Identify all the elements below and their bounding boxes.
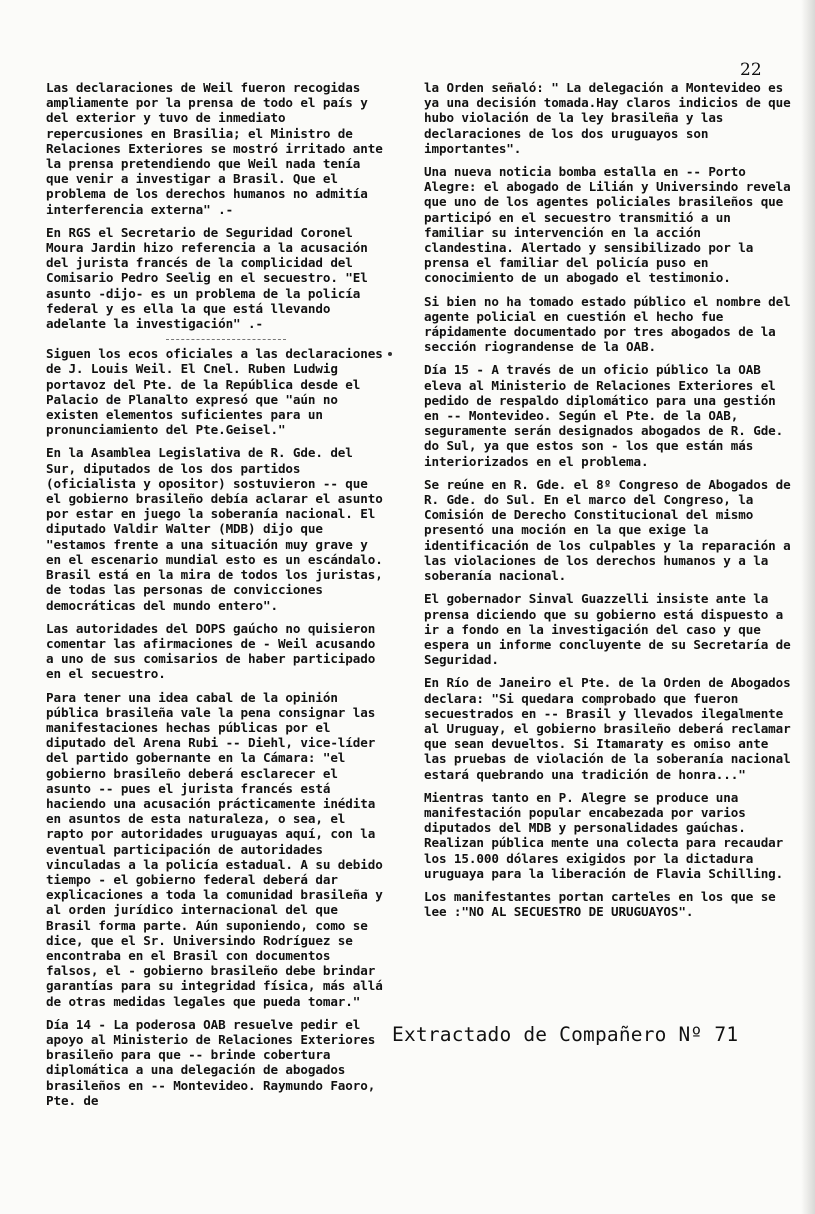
paragraph-public-opinion: Para tener una idea cabal de la opinión pública brasileña vale la pena consignar las manifestaciones hechas públicas por el diputado del Arena Rubi -- Diehl, vice-líder del partido gobernante en la Cámara: "el gobierno brasileño deberá esclarecer el asunto -- pues el jurista francés está haciendo una acusación prácticamente inédita en asuntos de esta naturaleza, o sea, el rapto por autoridades uruguayas aquí, con la eventual participación de autoridades vinculadas a la policía estadual. A su debido tiempo - el gobierno federal deberá dar explicaciones a toda la comunidad brasileña y al orden jurídico internacional del que Brasil forma parte. Aún suponiendo, como se dice, que el Sr. Universindo Rodríguez se encontraba en el Brasil con documentos falsos, el - gobierno brasileño debe brindar garantías para su integridad física, más allá de otras medidas legales que pueda tomar." [46,689,383,1009]
paragraph-legislative-assembly: En la Asamblea Legislativa de R. Gde. del Sur, diputados de los dos partidos (oficialista y opositor) sostuvieron -- que el gobierno brasileño debía aclarar el asunto por estar en juego la soberanía nacional. El diputado Valdir Walter (MDB) dijo que "estamos frente a una situación muy grave y en el escenario mundial esto es un escándalo. Brasil está en la mira de todos los juristas, de todas las personas de convicciones democráticas del mundo entero". [46,445,383,613]
separator-line [166,339,286,340]
page-edge-shadow [801,0,815,1214]
paragraph-demonstration: Mientras tanto en P. Alegre se produce una manifestación popular encabezada por varios diputados del MDB y personalidades gaúchas. Realizan pública mente una colecta para recaudar los 15.000 dólares exigidos por la dictadura uruguaya para la liberación de Flavia Schilling. [424,789,784,881]
paragraph-dops-authorities: Las autoridades del DOPS gaúcho no quisieron comentar las afirmaciones de - Weil acusando a uno de sus comisarios de haber participado en el secuestro. [46,620,376,682]
right-column [424,80,794,927]
paragraph-official-echoes: Siguen los ecos oficiales a las declaraciones de J. Louis Weil. El Cnel. Ruben Ludwig portavoz del Pte. de la República desde el Palacio de Planalto expresó que "aún no existen elementos suficientes para un pronunciamiento del Pte.Geisel." [46,346,383,438]
paragraph-oab-documented: Si bien no ha tomado estado público el nombre del agente policial en cuestión el hecho fue rápidamente documentado por tres abogados de la sección riograndense de la OAB. [424,293,791,355]
page-number: 22 [740,60,762,80]
paragraph-governor: El gobernador Sinval Guazzelli insiste ante la prensa diciendo que su gobierno está dispuesto a ir a fondo en la investigación del caso y que espera un informe concluyente de su Secretaría de Seguridad. [424,591,791,668]
paragraph-day-15: Día 15 - A través de un oficio público la OAB eleva al Ministerio de Relaciones Exteriores el pedido de respaldo diplomático para una gestión en -- Montevideo. Según el Pte. de la OAB, seguramente serán designados abogados de R. Gde. do Sul, ya que estos son - los que están más interiorizados en el problema. [424,362,784,469]
source-footer: Extractado de Compañero Nº 71 [392,1023,739,1046]
paragraph-rgs-secretary: En RGS el Secretario de Seguridad Coronel Moura Jardin hizo referencia a la acusación del jurista francés de la complicidad del Comisario Pedro Seelig en el secuestro. "El asunto -dijo- es un problema de la policía federal y es ella la que está llevando adelante la investigación" .- [46,224,368,332]
paragraph-day-14: Día 14 - La poderosa OAB resuelve pedir el apoyo al Ministerio de Relaciones Exteriores brasileño para que -- brinde cobertura diplomática a una delegación de abogados brasileños en -- Montevideo. Raymundo Faoro, Pte. de [46,1016,376,1108]
left-column [46,80,386,1116]
paragraph-protest-signs: Los manifestantes portan carteles en los que se lee :"NO AL SECUESTRO DE URUGUAYOS". [424,888,776,920]
ink-speck [388,352,392,356]
paragraph-weil-declarations: Las declaraciones de Weil fueron recogidas ampliamente por la prensa de todo el país y del exterior y tuvo de inmediato repercusiones en Brasilia; el Ministro de Relaciones Exteriores se mostró irritado ante la prensa pretendiendo que Weil nada tenía que venir a investigar a Brasil. Que el problema de los derechos humanos no admitía interferencia externa" .- [46,80,383,217]
paragraph-rio-de-janeiro: En Río de Janeiro el Pte. de la Orden de Abogados declara: "Si quedara comprobado que fueron secuestrados en -- Brasil y llevados ilegalmente al Uruguay, el gobierno brasileño deberá reclamar que sean devueltos. Si Itamaraty es omiso ante las pruebas de violación de la soberanía nacional estará quebrando una tradición de honra..." [424,675,791,782]
paragraph-lawyers-congress: Se reúne en R. Gde. el 8º Congreso de Abogados de R. Gde. do Sul. En el marco del Congreso, la Comisión de Derecho Constitucional del mismo presentó una moción en la que exige la identificación de los culpables y la reparación a las violaciones de los derechos humanos y a la soberanía nacional. [424,476,791,584]
paragraph-news-bomb: Una nueva noticia bomba estalla en -- Porto Alegre: el abogado de Lilián y Universindo revela que uno de los agentes policiales brasileños que participó en el secuestro transmitió a un familiar su intervención en la acción clandestina. Alertado y sensibilizado por la prensa el familiar del policía puso en conocimiento de un abogado el testimonio. [424,164,791,286]
paragraph-order-statement: la Orden señaló: " La delegación a Montevideo es ya una decisión tomada.Hay claros indicios de que hubo violación de la ley brasileña y las declaraciones de los dos uruguayos son importantes". [424,80,791,156]
